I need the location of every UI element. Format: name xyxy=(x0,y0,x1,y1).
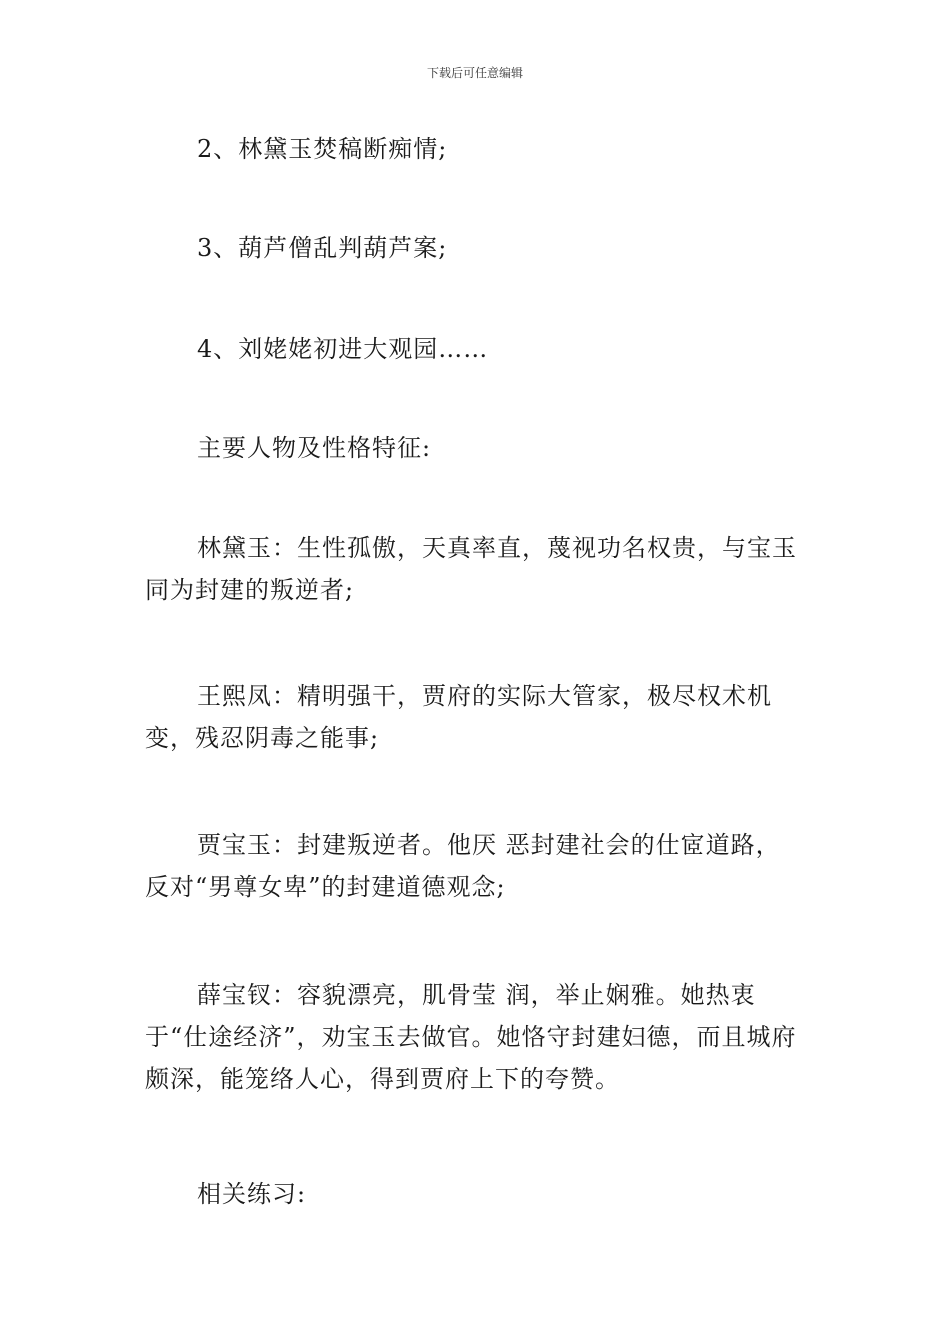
list-item-4: 4、刘姥姥初进大观园…… xyxy=(197,335,489,363)
character-jia-baoyu: 贾宝玉：封建叛逆者。他厌 恶封建社会的仕宧道路，反对“男尊女卑”的封建道德观念; xyxy=(145,831,781,901)
page-header-note: 下载后可任意编辑 xyxy=(426,66,523,80)
list-item-2: 2、林黛玉焚稿断痴情; xyxy=(197,135,448,163)
section-heading-characters: 主要人物及性格特征: xyxy=(197,434,432,462)
section-heading-exercises: 相关练习: xyxy=(197,1180,307,1208)
character-xue-baochai: 薛宝钗：容貌漂亮，肌骨莹 润，举止娴雅。她热衷于“仕途经济”，劝宝玉去做官。她恪守封建妇德，而且城府颇深，能笼络人心，得到贾府上下的夸赞。 xyxy=(145,981,797,1093)
character-wang-xifeng: 王熙凤：精明强干，贾府的实际大管家，极尽权术机变，残忍阴毒之能事; xyxy=(145,682,772,752)
character-lin-daiyu: 林黛玉：生性孤傲，天真率直，蔑视功名权贵，与宝玉同为封建的叛逆者; xyxy=(145,534,797,604)
list-item-3: 3、葫芦僧乱判葫芦案; xyxy=(197,234,448,262)
